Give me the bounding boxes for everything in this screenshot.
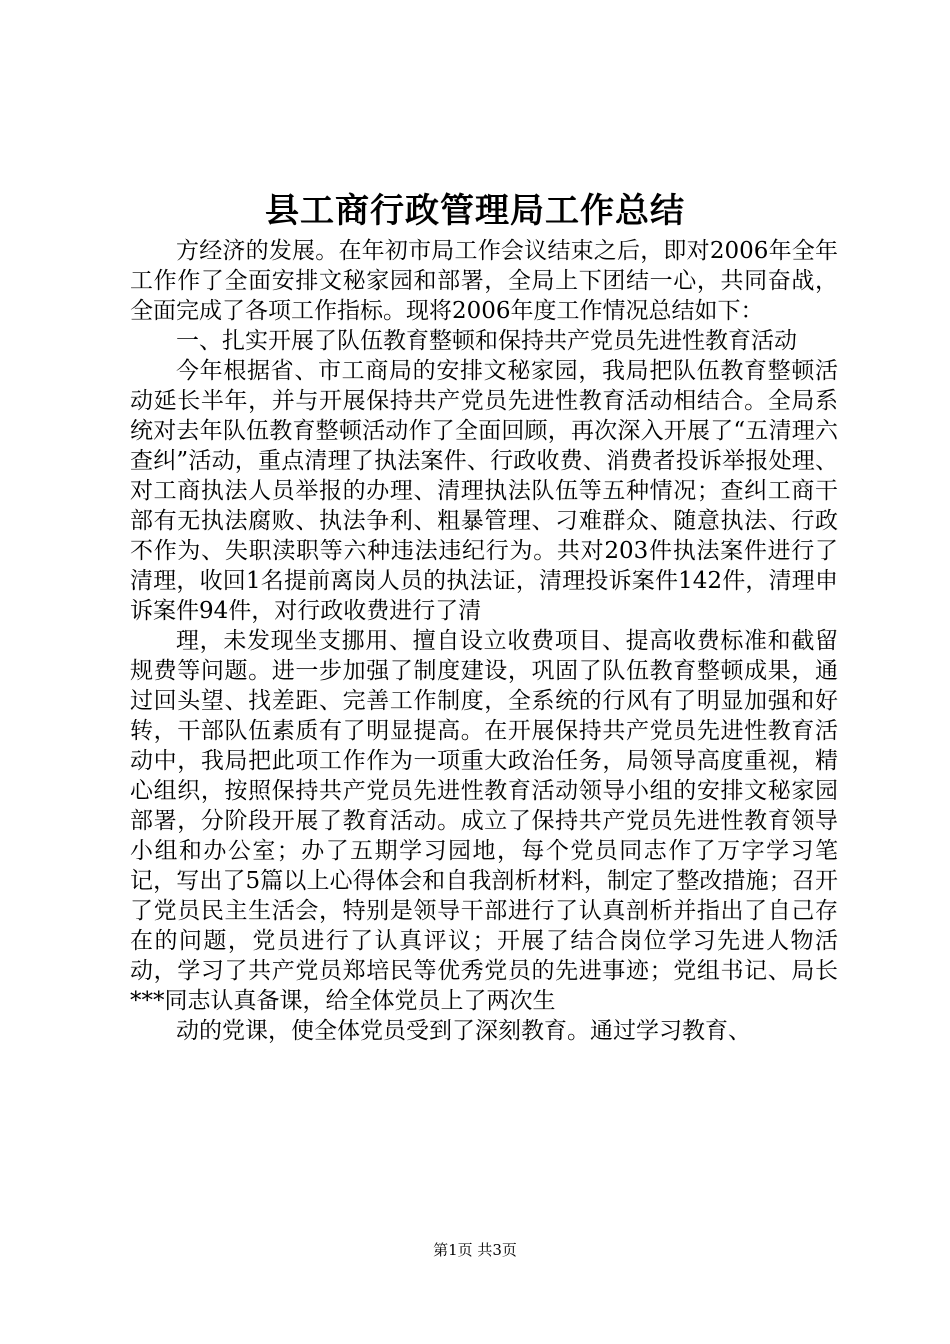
document-body (130, 236, 838, 1046)
paragraph: 动的党课，使全体党员受到了深刻教育。通过学习教育、 (176, 1018, 751, 1044)
document-title: 县工商行政管理局工作总结 (265, 191, 685, 231)
paragraph: 理，未发现坐支挪用、擅自设立收费项目、提高收费标准和截留规费等问题。进一步加强了制度建设，巩固了队伍教育整顿成果，通过回头望、找差距、完善工作制度，全系统的行风有了明显加强和好转，干部队伍素质有了明显提高。在开展保持共产党员先进性教育活动中，我局把此项工作作为一项重大政治任务，局领导高度重视，精心组织，按照保持共产党员先进性教育活动领导小组的安排文秘家园部署，分阶段开展了教育活动。成立了保持共产党员先进性教育领导小组和办公室；办了五期学习园地，每个党员同志作了万字学习笔记，写出了5篇以上心得体会和自我剖析材料，制定了整改措施；召开了党员民主生活会，特别是领导干部进行了认真剖析并指出了自己存在的问题，党员进行了认真评议；开展了结合岗位学习先进人物活动，学习了共产党员郑培民等优秀党员的先进事迹；党组书记、局长***同志认真备课，给全体党员上了两次生 (130, 628, 838, 1014)
paragraph: 方经济的发展。在年初市局工作会议结束之后，即对2006年全年工作作了全面安排文秘家园和部署，全局上下团结一心，共同奋战，全面完成了各项工作指标。现将2006年度工作情况总结如下： (130, 238, 838, 324)
section-heading: 一、扎实开展了队伍教育整顿和保持共产党员先进性教育活动 (176, 328, 797, 354)
paragraph: 今年根据省、市工商局的安排文秘家园，我局把队伍教育整顿活动延长半年，并与开展保持共产党员先进性教育活动相结合。全局系统对去年队伍教育整顿活动作了全面回顾，再次深入开展了“五清理六查纠”活动，重点清理了执法案件、行政收费、消费者投诉举报处理、对工商执法人员举报的办理、清理执法队伍等五种情况；查纠工商干部有无执法腐败、执法争利、粗暴管理、刁难群众、随意执法、行政不作为、失职渎职等六种违法违纪行为。共对203件执法案件进行了清理，收回1名提前离岗人员的执法证，清理投诉案件142件，清理申诉案件94件，对行政收费进行了清 (130, 358, 838, 624)
page-number-footer: 第1页 共3页 (433, 1241, 517, 1259)
